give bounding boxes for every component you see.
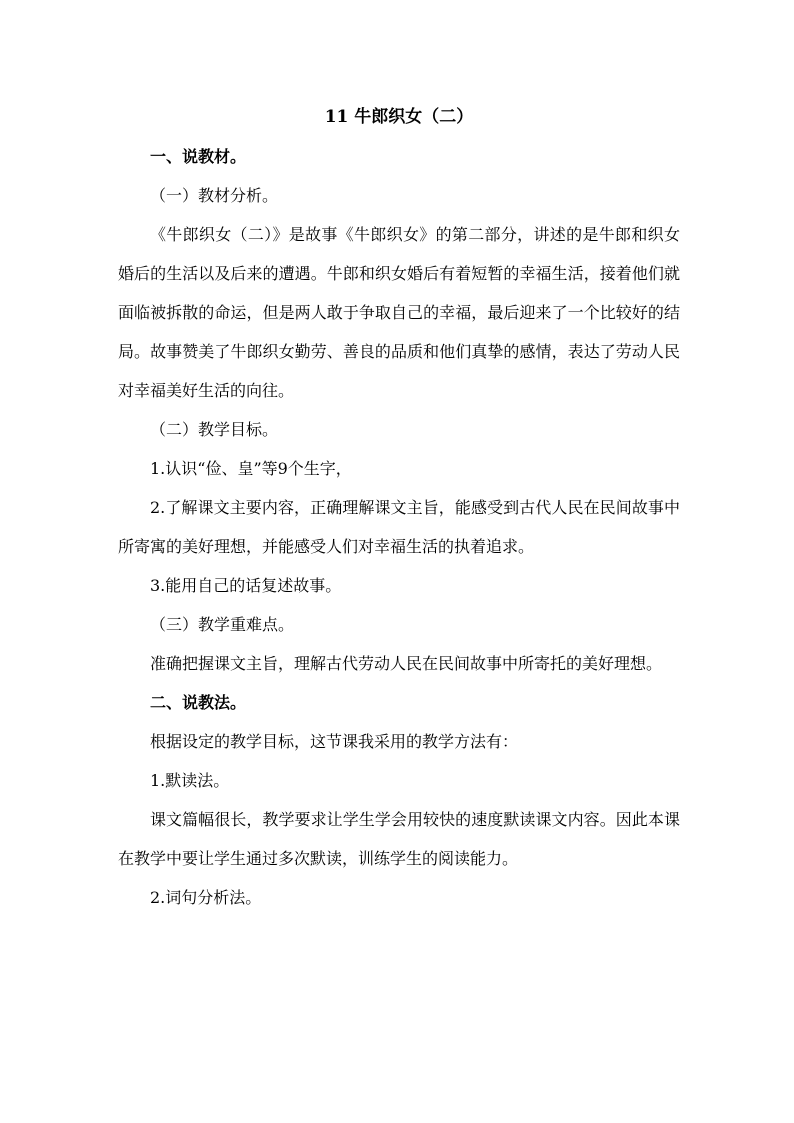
paragraph-methods-intro: 根据设定的教学目标，这节课我采用的教学方法有： xyxy=(150,732,519,751)
section-heading-2: 二、说教法。 xyxy=(150,693,247,712)
paragraph-method-1: 课文篇幅很长，教学要求让学生学会用较快的速度默读课文内容。因此本课在教学中要让学生通过多次默读，训练学生的阅读能力。 xyxy=(118,810,680,868)
subheading-key-points: （三）教学重难点。 xyxy=(150,615,295,634)
document-body xyxy=(118,98,680,917)
document-title: 11 牛郎织女（二） xyxy=(324,107,474,127)
method-item-1: 1.默读法。 xyxy=(150,771,230,790)
method-item-2: 2.词句分析法。 xyxy=(150,888,262,907)
goal-item-2: 2.了解课文主要内容，正确理解课文主旨，能感受到古代人民在民间故事中所寄寓的美好理想，并能感受人们对幸福生活的执着追求。 xyxy=(118,498,680,556)
paragraph-key-points: 准确把握课文主旨，理解古代劳动人民在民间故事中所寄托的美好理想。 xyxy=(150,654,663,673)
section-heading-1: 一、说教材。 xyxy=(150,147,247,166)
goal-item-1: 1.认识“俭、皇”等9个生字， xyxy=(150,459,352,478)
subheading-teaching-goals: （二）教学目标。 xyxy=(150,420,279,439)
paragraph-material-analysis: 《牛郎织女（二）》是故事《牛郎织女》的第二部分，讲述的是牛郎和织女婚后的生活以及后来的遭遇。牛郎和织女婚后有着短暂的幸福生活，接着他们就面临被拆散的命运，但是两人敢于争取自己的幸福，最后迎来了一个比较好的结局。故事赞美了牛郎织女勤劳、善良的品质和他们真挚的感情，表达了劳动人民对幸福美好生活的向往。 xyxy=(118,225,680,400)
subheading-material-analysis: （一）教材分析。 xyxy=(150,186,279,205)
goal-item-3: 3.能用自己的话复述故事。 xyxy=(150,576,342,595)
